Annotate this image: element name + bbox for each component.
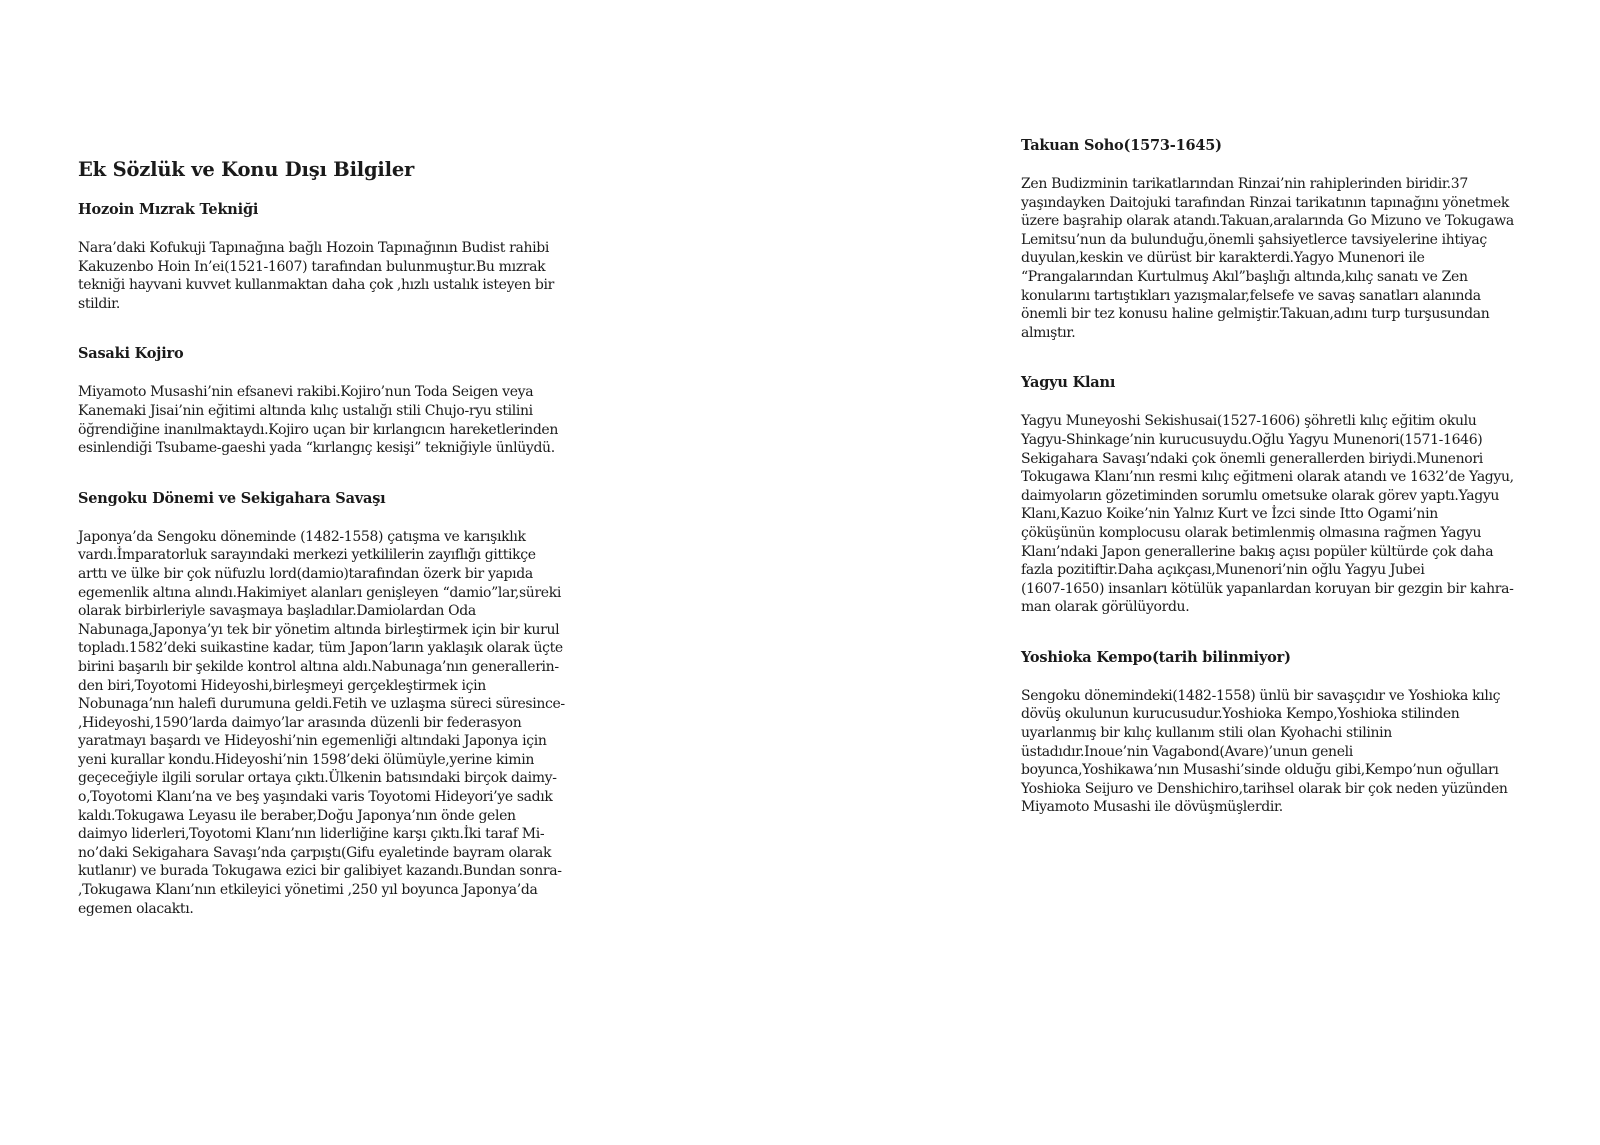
section-takuan-soho bbox=[1021, 136, 1541, 342]
section-heading: Yagyu Klanı bbox=[1021, 374, 1116, 392]
section-body: Nara’daki Kofukuji Tapınağına bağlı Hozoin Tapınağının Budist rahibi Kakuzenbo Hoin In’ei(1521-1607) tarafından bulunmuştur.Bu mızrak tekniği hayvani kuvvet kullanmaktan daha çok ,hızlı ustalık isteyen bir stildir. bbox=[78, 240, 554, 312]
section-yagyu-klani bbox=[1021, 373, 1541, 617]
right-page bbox=[1021, 136, 1541, 817]
section-heading: Sengoku Dönemi ve Sekigahara Savaşı bbox=[78, 489, 386, 507]
section-body: Sengoku dönemindeki(1482-1558) ünlü bir savaşçıdır ve Yoshioka kılıç dövüş okulunun kurucusudur.Yoshioka Kempo,Yoshioka stilinden uyarlanmış bir kılıç kullanım stili olan Kyohachi stilinin üstadıdır.Inoue’nin Vagabond(Avare)’unun geneli boyunca,Yoshikawa’nın Musashi’sinde olduğu gibi,Kempo’nun oğulları Yoshioka Seijuro ve Denshichiro,tarihsel olarak bir çok neden yüzünden Miyamoto Musashi ile dövüşmüşlerdir. bbox=[1021, 687, 1508, 816]
section-heading: Hozoin Mızrak Tekniği bbox=[78, 201, 259, 218]
page-title: Ek Sözlük ve Konu Dışı Bilgiler bbox=[78, 158, 415, 181]
left-page bbox=[78, 158, 578, 918]
section-sasaki-kojiro bbox=[78, 344, 578, 457]
section-sengoku bbox=[78, 489, 578, 918]
section-heading: Yoshioka Kempo(tarih bilinmiyor) bbox=[1021, 648, 1291, 666]
section-yoshioka-kempo bbox=[1021, 648, 1541, 817]
section-body: Miyamoto Musashi’nin efsanevi rakibi.Kojiro’nun Toda Seigen veya Kanemaki Jisai’nin eğitimi altında kılıç ustalığı stili Chujo-ryu stilini öğrendiğine inanılmaktaydı.Kojiro uçan bir kırlangıcın hareketlerinden esinlendiği Tsubame-gaeshi yada “kırlangıç kesişi” tekniğiyle ünlüydü. bbox=[78, 384, 559, 457]
section-body: Japonya’da Sengoku döneminde (1482-1558) çatışma ve karışıklık vardı.İmparatorluk sarayındaki merkezi yetkililerin zayıflığı gittikçe arttı ve ülke bir çok nüfuzlu lord(damio)tarafından özerk bir yapıda egemenlik altına alındı.Hakimiyet alanları genişleyen “damio”lar,süreki olarak birbirleriyle savaşmaya başladılar.Damiolardan Oda Nabunaga,Japonya’yı tek bir yönetim altında birleştirmek için bir kurul topladı.1582’deki suikastine kadar, tüm Japon’ların yaklaşık olarak üçte birini başarılı bir şekilde kontrol altına aldı.Nabunaga’nın generallerin- den biri,Toyotomi Hideyoshi,birleşmeyi gerçekleştirmek için Nobunaga’nın halefi durumuna geldi.Fetih ve uzlaşma süreci süresince- ,Hideyoshi,1590’larda daimyo’lar arasında düzenli bir federasyon yaratmayı başardı ve Hideyoshi’nin egemenliği altındaki Japonya için yeni kurallar kondu.Hideyoshi’nin 1598’deki ölümüyle,yerine kimin geçeceğiyle ilgili sorular ortaya çıktı.Ülkenin batısındaki birçok daimy- o,Toyotomi Klanı’na ve beş yaşındaki varis Toyotomi Hideyori’ye sadık kaldı.Tokugawa Leyasu ile beraber,Doğu Japonya’nın önde gelen daimyo liderleri,Toyotomi Klanı’nın liderliğine karşı çıktı.İki taraf Mi- no’daki Sekigahara Savaşı’nda çarpıştı(Gifu eyaletinde bayram olarak kutlanır) ve burada Tokugawa ezici bir galibiyet kazandı.Bundan sonra- ,Tokugawa Klanı’nın etkileyici yönetimi ,250 yıl boyunca Japonya’da egemen olacaktı. bbox=[78, 528, 565, 917]
section-heading: Takuan Soho(1573-1645) bbox=[1021, 137, 1222, 154]
section-body: Yagyu Muneyoshi Sekishusai(1527-1606) şöhretli kılıç eğitim okulu Yagyu-Shinkage’nin kurucusuydu.Oğlu Yagyu Munenori(1571-1646) Sekigahara Savaşı’ndaki çok önemli generallerden biriydi.Munenori Tokugawa Klanı’nın resmi kılıç eğitmeni olarak atandı ve 1632’de Yagyu, daimyoların gözetiminden sorumlu ometsuke olarak görev yaptı.Yagyu Klanı,Kazuo Koike’nin Yalnız Kurt ve İzci sinde Itto Ogami’nin çöküşünün komplocusu olarak betimlenmiş olmasına rağmen Yagyu Klanı’ndaki Japon generallerine bakış açısı popüler kültürde çok daha fazla pozitiftir.Daha açıkçası,Munenori’nin oğlu Yagyu Jubei (1607-1650) insanları kötülük yapanlardan koruyan bir gezgin bir kahra- man olarak görülüyordu. bbox=[1021, 413, 1514, 616]
section-hozoin bbox=[78, 200, 578, 313]
section-heading: Sasaki Kojiro bbox=[78, 345, 184, 363]
section-body: Zen Budizminin tarikatlarından Rinzai’nin rahiplerinden biridir.37 yaşındayken Daitojuki tarafından Rinzai tarikatının tapınağını yönetmek üzere başrahip olarak atandı.Takuan,aralarında Go Mizuno ve Tokugawa Lemitsu’nun da bulunduğu,önemli şahsiyetlerce tavsiyelerine ihtiyaç duyulan,keskin ve dürüst bir karakterdi.Yagyo Munenori ile “Prangalarından Kurtulmuş Akıl”başlığı altında,kılıç sanatı ve Zen konularını tartıştıkları yazışmalar,felsefe ve savaş sanatları alanında önemli bir tez konusu haline gelmiştir.Takuan,adını turp turşusundan almıştır. bbox=[1021, 176, 1514, 341]
